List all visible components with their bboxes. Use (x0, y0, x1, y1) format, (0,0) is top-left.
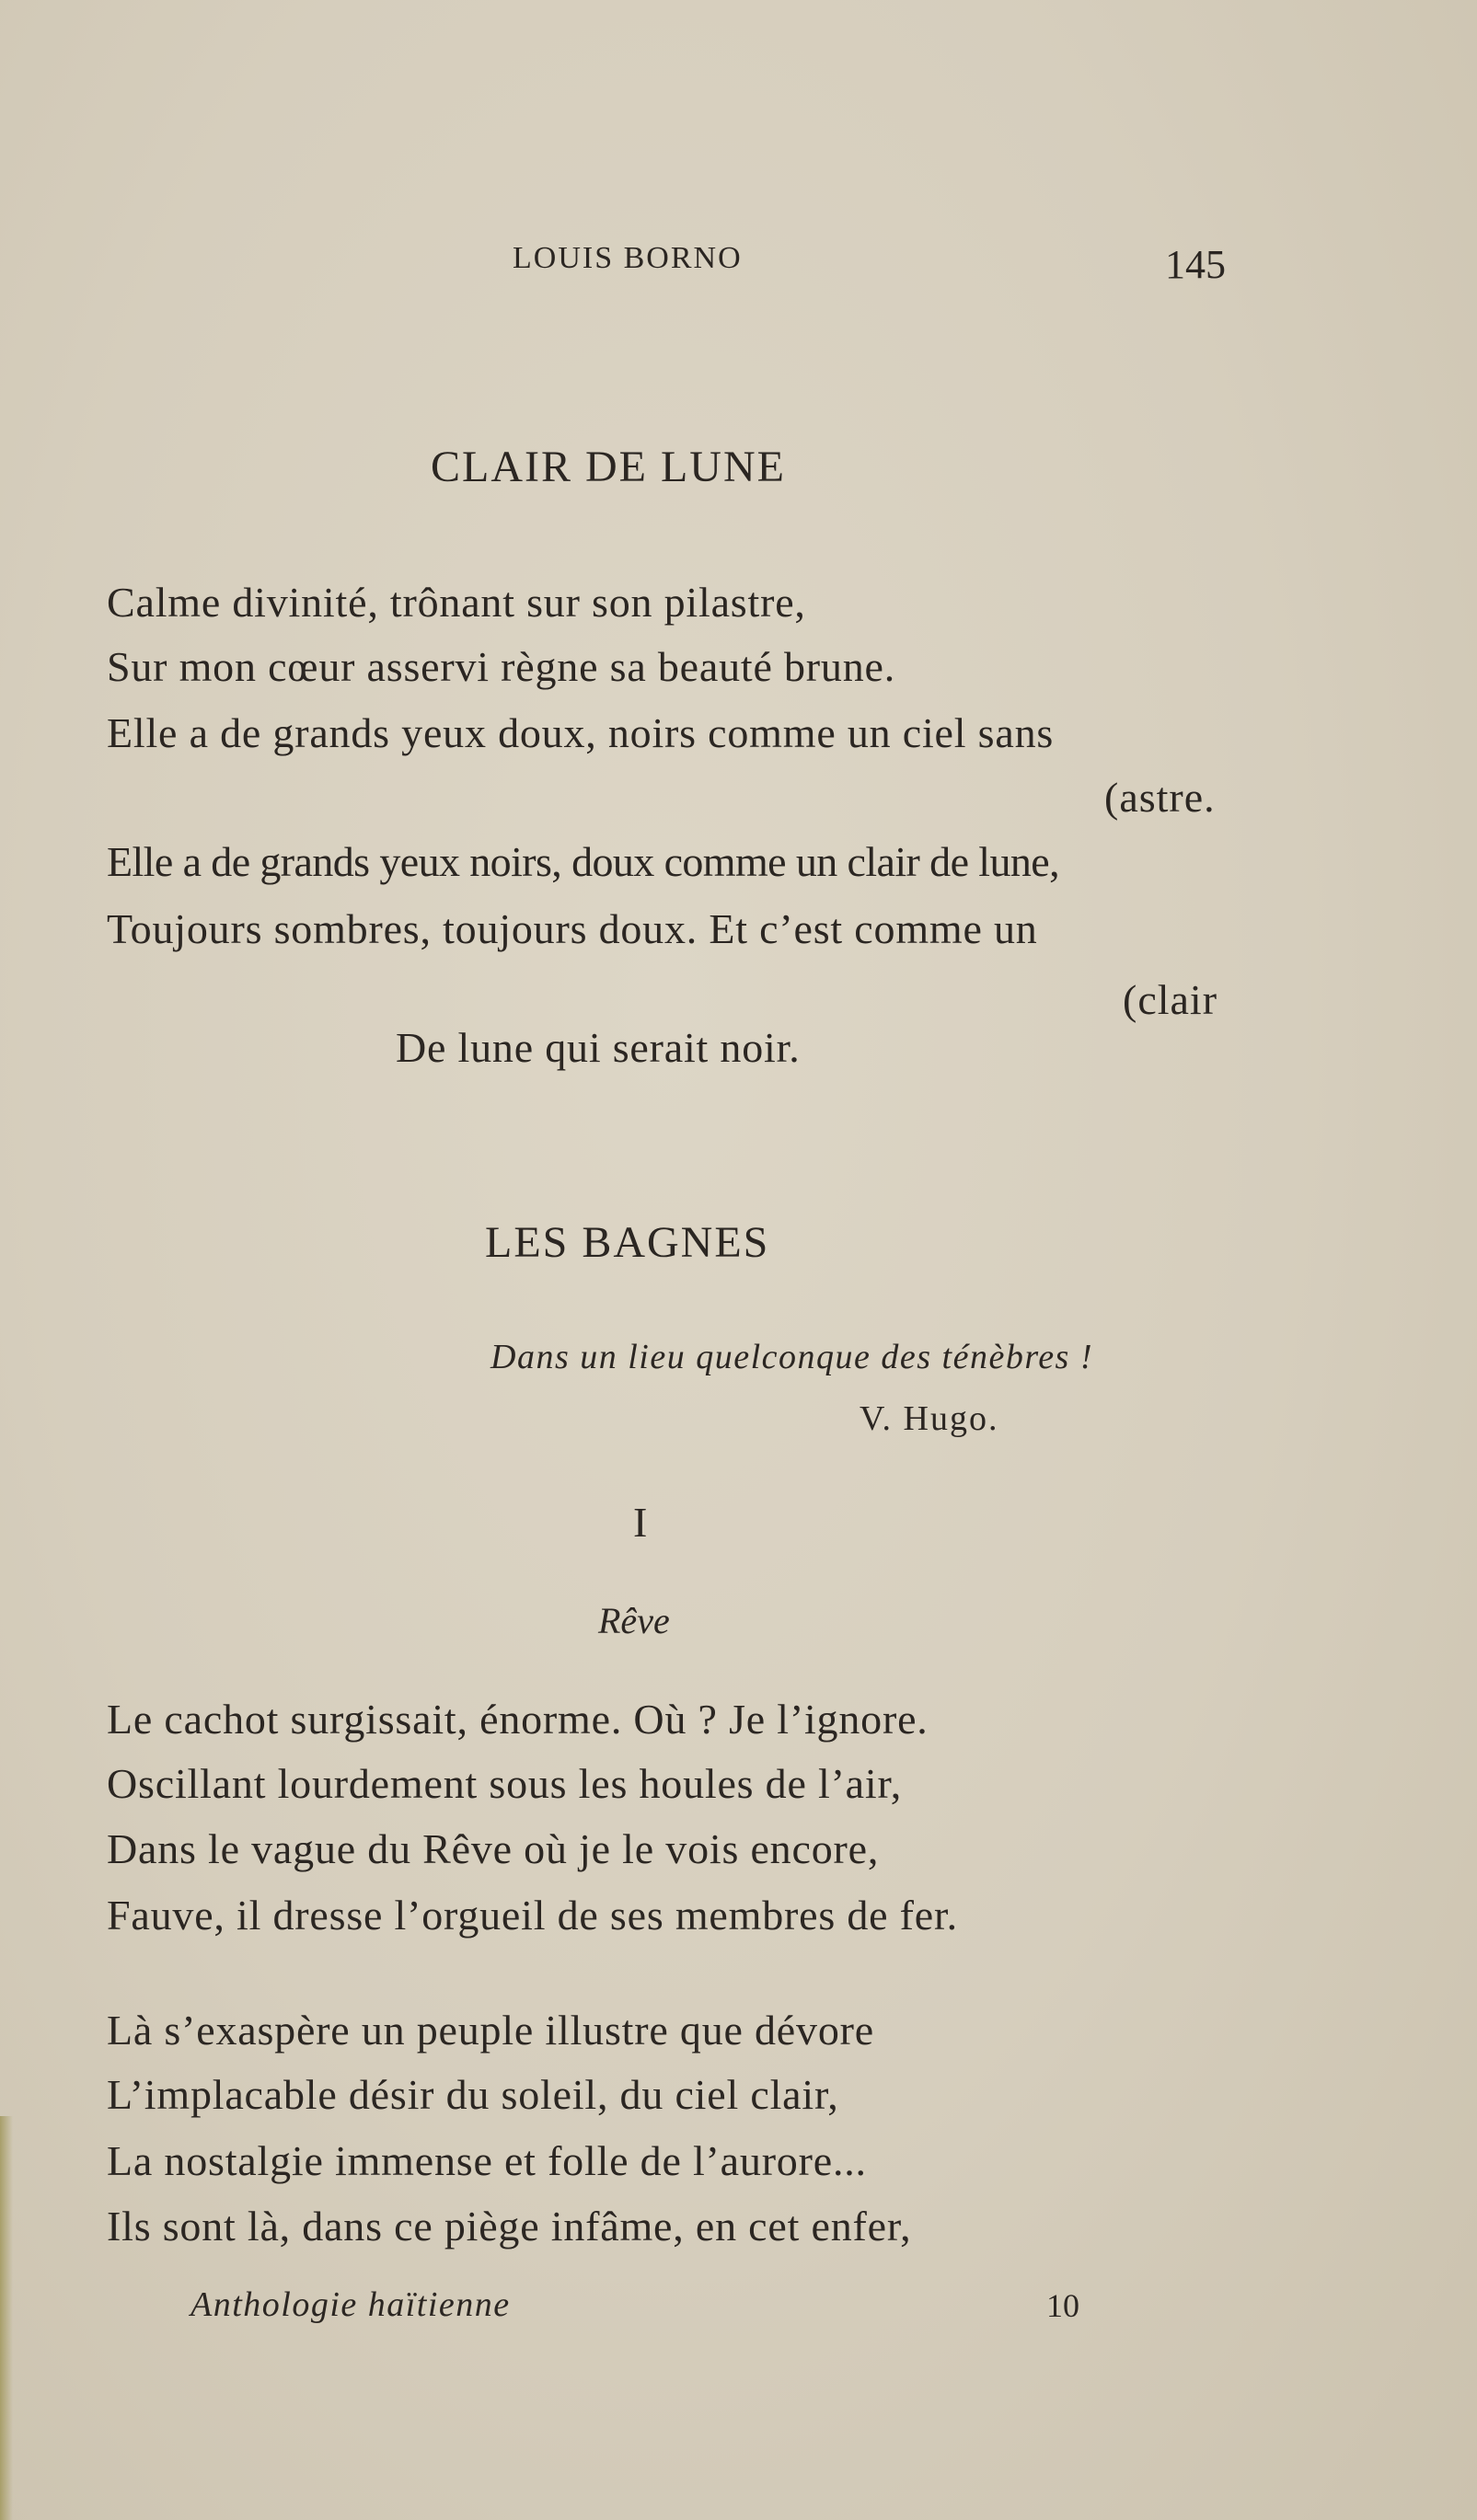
signature-number: 10 (1046, 2287, 1079, 2324)
verse-line: Sur mon cœur asservi règne sa beauté brune. (107, 643, 896, 690)
epigraph: Dans un lieu quelconque des ténèbres ! (490, 1338, 1093, 1376)
verse-overflow: (astre. (1104, 774, 1216, 821)
page-edge-shadow (0, 2116, 13, 2520)
verse-line: Ils sont là, dans ce piège infâme, en cet enfer, (107, 2203, 912, 2250)
verse-line: La nostalgie immense et folle de l’aurore... (107, 2137, 867, 2184)
verse-overflow: (clair (1123, 976, 1218, 1023)
verse-line: Oscillant lourdement sous les houles de l’air, (107, 1760, 903, 1807)
verse-line: Toujours sombres, toujours doux. Et c’est comme un (107, 905, 1038, 952)
poem-title-clair-de-lune: CLAIR DE LUNE (431, 443, 786, 491)
verse-line: Dans le vague du Rêve où je le vois encore, (107, 1825, 880, 1872)
section-title: Rêve (598, 1600, 670, 1641)
verse-line: L’implacable désir du soleil, du ciel clair, (107, 2071, 839, 2118)
verse-line: Calme divinité, trônant sur son pilastre, (107, 579, 806, 626)
verse-line: Là s’exaspère un peuple illustre que dévore (107, 2007, 874, 2054)
page-number: 145 (1165, 242, 1226, 287)
running-head: LOUIS BORNO (513, 241, 743, 275)
printer-signature: Anthologie haïtienne (190, 2285, 511, 2324)
section-number: I (633, 1499, 648, 1546)
epigraph-author: V. Hugo. (860, 1399, 999, 1438)
verse-line: Fauve, il dresse l’orgueil de ses membres de fer. (107, 1892, 958, 1939)
verse-line: Elle a de grands yeux doux, noirs comme un ciel sans (107, 709, 1055, 756)
verse-line: Elle a de grands yeux noirs, doux comme un clair de lune, (107, 838, 1059, 885)
verse-line: Le cachot surgissait, énorme. Où ? Je l’ignore. (107, 1696, 929, 1743)
verse-line: De lune qui serait noir. (396, 1024, 801, 1071)
poem-title-les-bagnes: LES BAGNES (485, 1218, 770, 1267)
